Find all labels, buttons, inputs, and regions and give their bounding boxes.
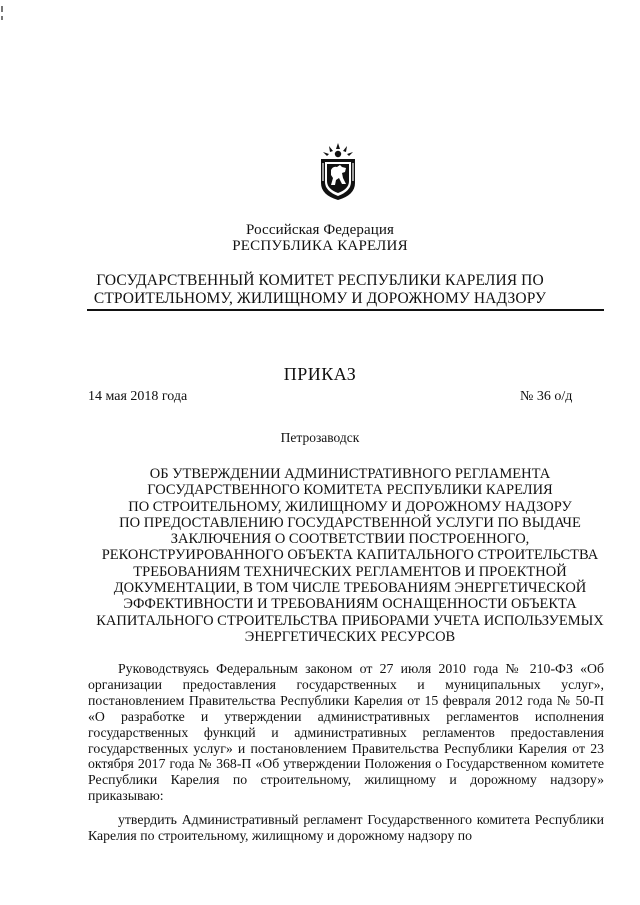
- order-body: [88, 661, 604, 844]
- heading-line: ЗАКЛЮЧЕНИЯ О СООТВЕТСТВИИ ПОСТРОЕННОГО,: [170, 531, 530, 548]
- heading-line: ПО СТРОИТЕЛЬНОМУ, ЖИЛИЩНОМУ И ДОРОЖНОМУ НАДЗОРУ: [128, 498, 572, 515]
- scan-edge-mark: [1, 16, 3, 20]
- body-paragraph-1: Руководствуясь Федеральным законом от 27 июля 2010 года № 210-ФЗ «Об организации предоставления государственных и муниципальных услуг», постановлением Правительства Республики Карелия от 15 февраля 2012 года № 50-П «О разработке и утверждении административных регламентов исполнения государственных функций и административных регламентов предоставления государственных услуг» и постановлением Правительства Республики Карелия от 23 октября 2017 года № 368-П «Об утверждении Положения о Государственном комитете Республики Карелия по строительному, жилищному и дорожному надзору» приказываю:: [88, 661, 604, 804]
- order-date: 14 мая 2018 года: [88, 389, 188, 404]
- heading-line: РЕКОНСТРУИРОВАННОГО ОБЪЕКТА КАПИТАЛЬНОГО СТРОИТЕЛЬСТВА: [101, 547, 599, 564]
- federation-label: Российская Федерация: [246, 222, 394, 238]
- committee-line-2: СТРОИТЕЛЬНОМУ, ЖИЛИЩНОМУ И ДОРОЖНОМУ НАДЗОРУ: [93, 290, 547, 307]
- committee-line-1: ГОСУДАРСТВЕННЫЙ КОМИТЕТ РЕСПУБЛИКИ КАРЕЛИЯ ПО: [96, 272, 544, 289]
- order-number: № 36 о/д: [520, 389, 573, 404]
- heading-line: КАПИТАЛЬНОГО СТРОИТЕЛЬСТВА ПРИБОРАМИ УЧЕТА ИСПОЛЬЗУЕМЫХ: [96, 612, 604, 629]
- coat-of-arms-emblem: [318, 143, 358, 201]
- header-divider: [87, 309, 604, 311]
- heading-line: ПО ПРЕДОСТАВЛЕНИЮ ГОСУДАРСТВЕННОЙ УСЛУГИ ПО ВЫДАЧЕ: [119, 514, 581, 531]
- heading-line: ТРЕБОВАНИЯМ ТЕХНИЧЕСКИХ РЕГЛАМЕНТОВ И ПРОЕКТНОЙ: [133, 563, 567, 580]
- order-heading: [80, 466, 620, 645]
- heading-line: ЭНЕРГЕТИЧЕСКИХ РЕСУРСОВ: [244, 628, 456, 645]
- order-title: ПРИКАЗ: [283, 364, 357, 384]
- body-paragraph-2: утвердить Административный регламент Государственного комитета Республики Карелия по строительному, жилищному и дорожному надзору по: [88, 812, 604, 844]
- committee-name: [0, 272, 640, 308]
- scan-edge-mark: [1, 6, 3, 12]
- heading-line: ЭФФЕКТИВНОСТИ И ТРЕБОВАНИЯМ ОСНАЩЕННОСТИ ОБЪЕКТА: [123, 596, 577, 613]
- heading-line: ГОСУДАРСТВЕННОГО КОМИТЕТА РЕСПУБЛИКИ КАРЕЛИЯ: [147, 482, 553, 499]
- heading-line: ДОКУМЕНТАЦИИ, В ТОМ ЧИСЛЕ ТРЕБОВАНИЯМ ЭНЕРГЕТИЧЕСКОЙ: [113, 580, 587, 597]
- republic-label: РЕСПУБЛИКА КАРЕЛИЯ: [232, 238, 408, 254]
- heading-line: ОБ УТВЕРЖДЕНИИ АДМИНИСТРАТИВНОГО РЕГЛАМЕНТА: [149, 466, 551, 482]
- order-city: Петрозаводск: [280, 430, 360, 445]
